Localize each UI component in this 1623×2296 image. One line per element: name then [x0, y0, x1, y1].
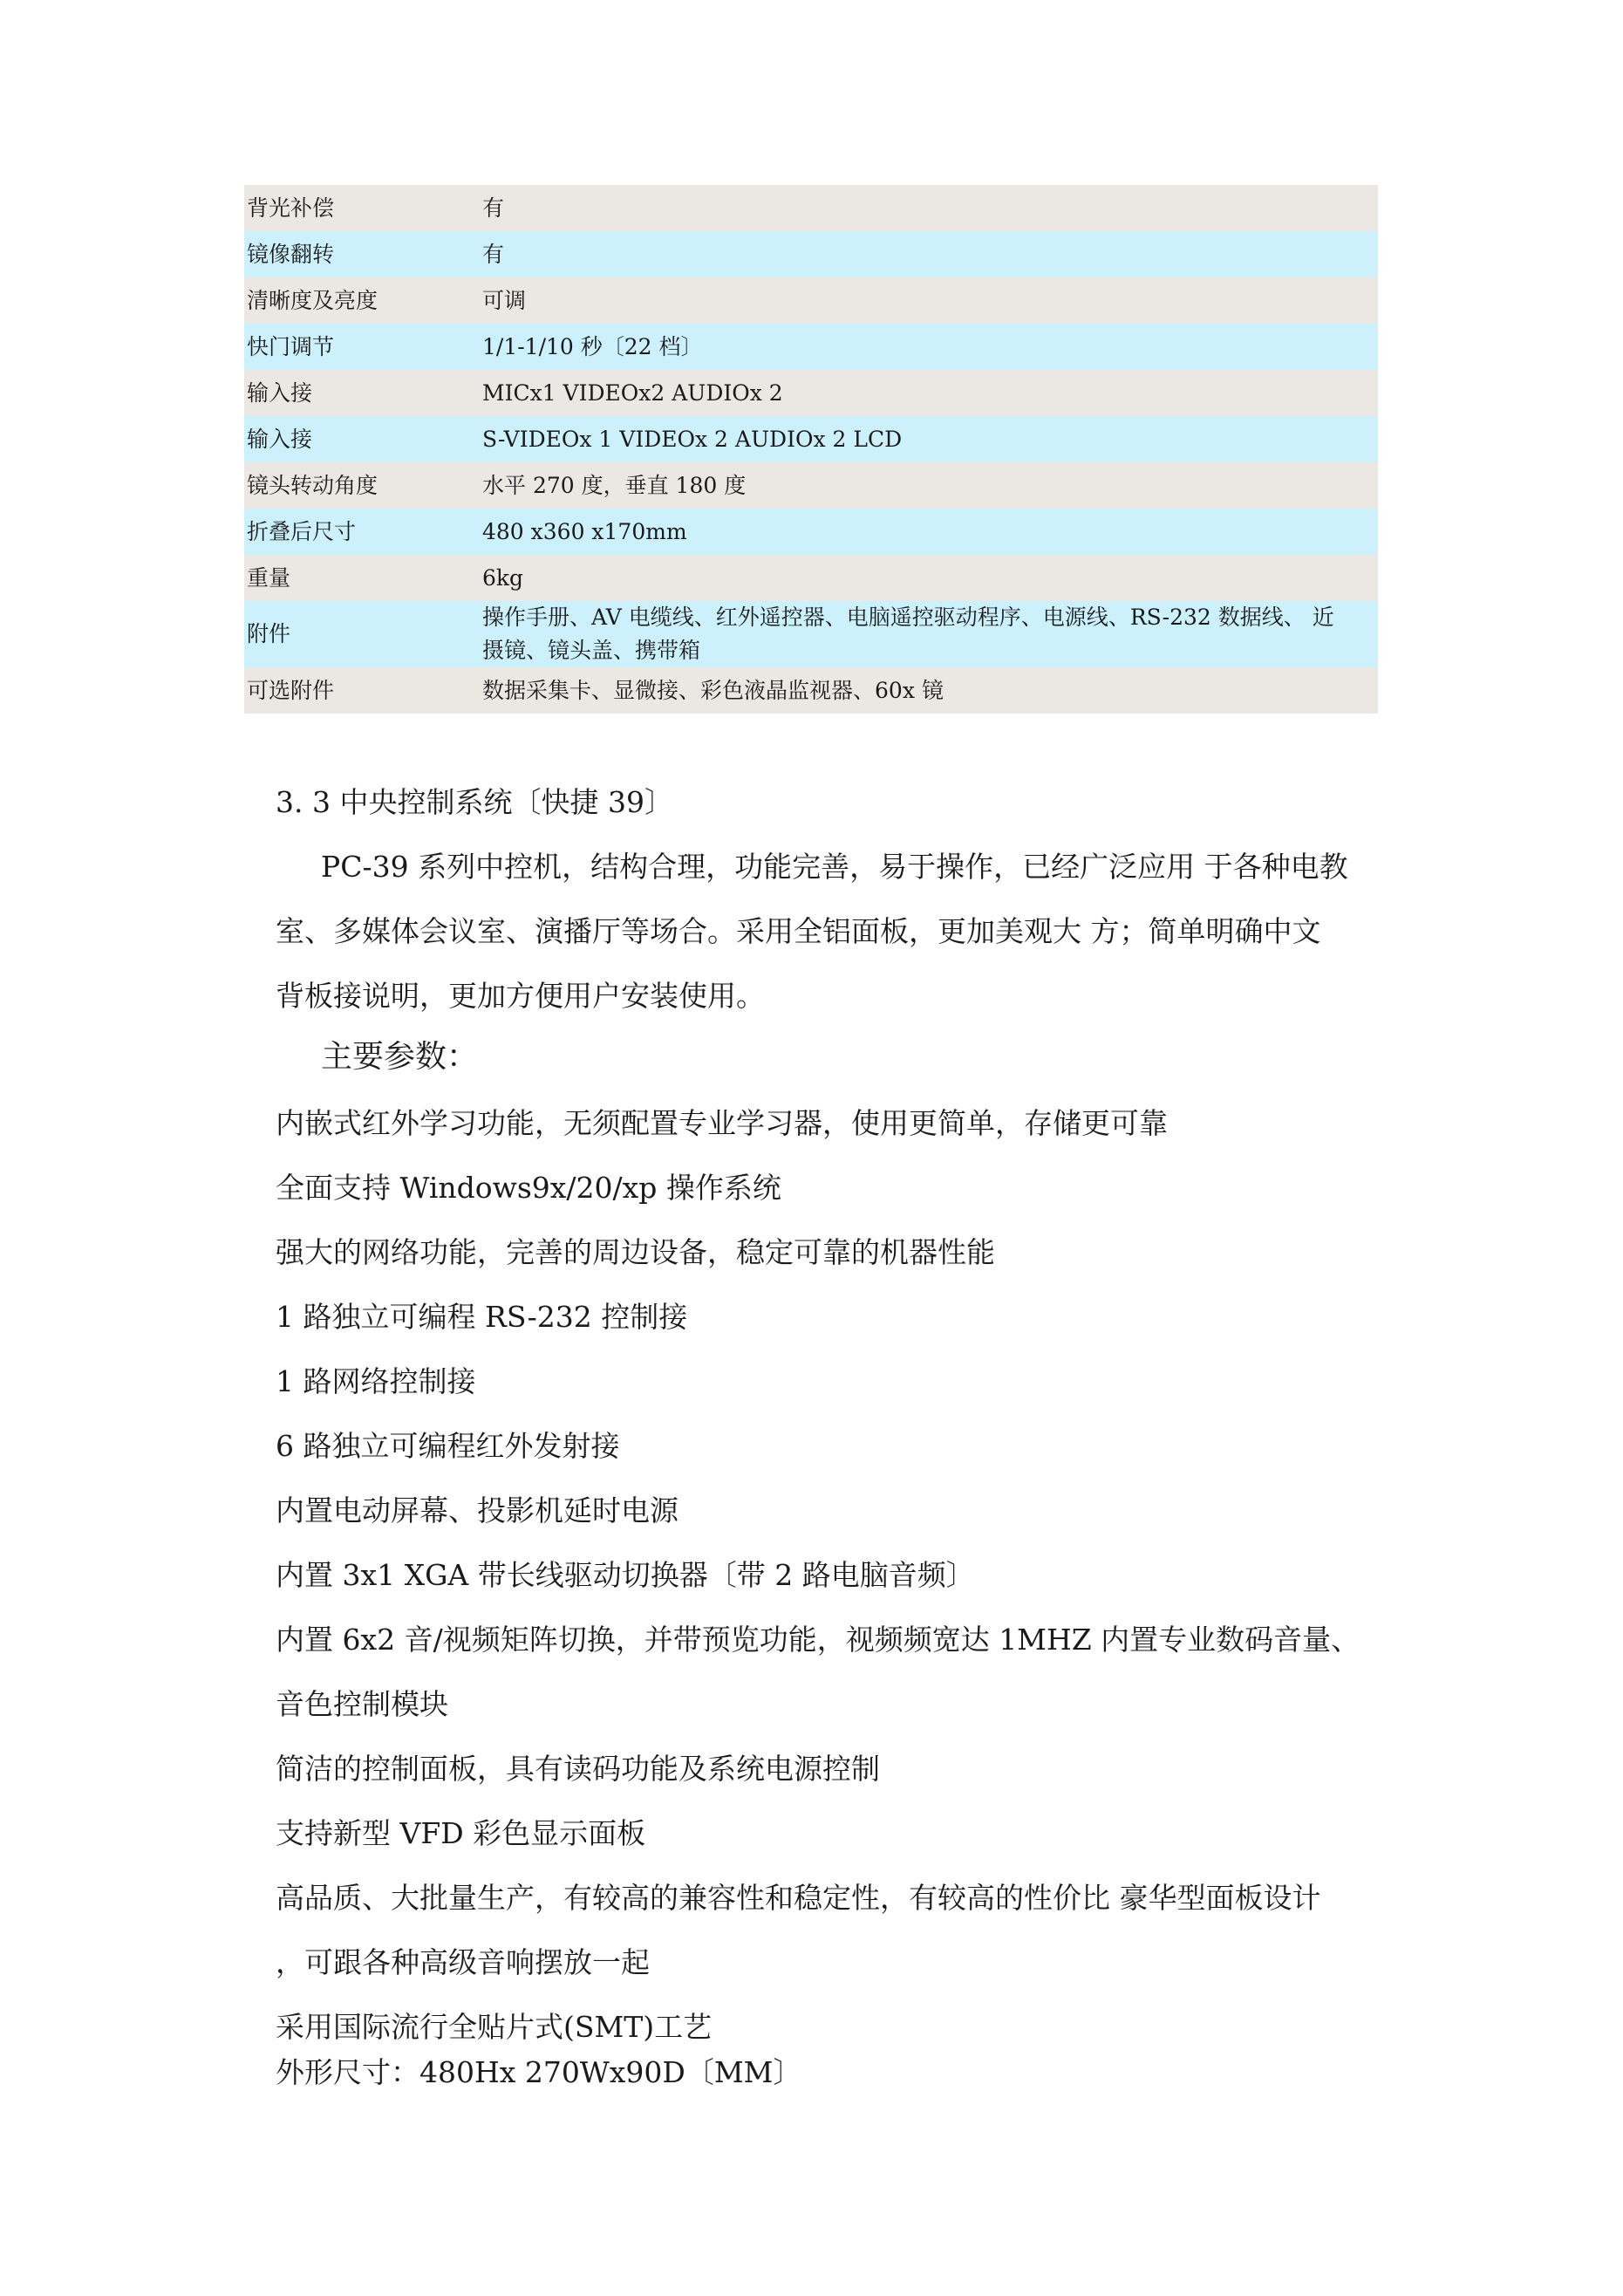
table-row	[244, 370, 1378, 416]
spec-value: 6kg	[482, 564, 524, 591]
spec-value-line: 操作手册、AV 电缆线、红外遥控器、电脑遥控驱动程序、电源线、RS-232 数据线、 近	[482, 605, 1334, 630]
param-item: 6 路独立可编程红外发射接	[276, 1429, 620, 1463]
param-item: 外形尺寸：480Hx 270Wx90D〔MM〕	[276, 2055, 802, 2089]
spec-label: 输入接	[247, 379, 313, 406]
param-item: 高品质、大批量生产，有较高的兼容性和稳定性，有较高的性价比 豪华型面板设计	[276, 1881, 1321, 1915]
spec-value: S-VIDEOx 1 VIDEOx 2 AUDIOx 2 LCD	[482, 426, 903, 452]
spec-value: 1/1-1/10 秒〔22 档〕	[482, 333, 703, 359]
spec-label: 重量	[247, 564, 291, 591]
spec-table	[244, 185, 1378, 714]
param-item: 支持新型 VFD 彩色显示面板	[276, 1816, 646, 1850]
table-row	[244, 667, 1378, 714]
spec-label: 清晰度及亮度	[247, 287, 378, 313]
spec-value: MICx1 VIDEOx2 AUDIOx 2	[482, 379, 783, 406]
intro-paragraph-line: 背板接说明，更加方便用户安装使用。	[276, 979, 765, 1013]
spec-value	[482, 601, 1378, 667]
param-item: 内嵌式红外学习功能，无须配置专业学习器，使用更简单，存储更可靠	[276, 1106, 1168, 1140]
spec-label: 镜头转动角度	[247, 472, 378, 498]
param-item: 强大的网络功能，完善的周边设备，稳定可靠的机器性能	[276, 1235, 995, 1269]
table-row	[244, 555, 1378, 601]
spec-label: 背光补偿	[247, 195, 335, 221]
param-item: 内置 3x1 XGA 带长线驱动切换器〔带 2 路电脑音频〕	[276, 1558, 975, 1592]
spec-label: 输入接	[247, 426, 313, 452]
param-item: 1 路网络控制接	[276, 1364, 476, 1398]
params-heading: 主要参数：	[321, 1039, 479, 1075]
table-row	[244, 277, 1378, 324]
param-item: 内置 6x2 音/视频矩阵切换，并带预览功能，视频频宽达 1MHZ 内置专业数码音量、	[276, 1623, 1360, 1657]
param-item: 1 路独立可编程 RS-232 控制接	[276, 1300, 688, 1334]
spec-label: 折叠后尺寸	[247, 518, 357, 544]
spec-label: 可选附件	[247, 677, 335, 703]
param-item: 音色控制模块	[276, 1687, 448, 1721]
table-row	[244, 231, 1378, 277]
spec-value: 可调	[482, 287, 527, 313]
spec-value-line: 摄镜、镜头盖、携带箱	[482, 638, 701, 663]
spec-value: 有	[482, 241, 505, 267]
intro-paragraph-line: PC-39 系列中控机，结构合理，功能完善，易于操作，已经广泛应用 于各种电教	[321, 850, 1348, 884]
spec-label: 附件	[247, 621, 291, 646]
table-row	[244, 324, 1378, 370]
param-item: 采用国际流行全贴片式(SMT)工艺	[276, 2010, 713, 2044]
spec-label: 镜像翻转	[247, 241, 335, 267]
table-row	[244, 185, 1378, 231]
spec-value: 有	[482, 195, 505, 221]
table-row	[244, 509, 1378, 555]
param-item: 简洁的控制面板，具有读码功能及系统电源控制	[276, 1752, 880, 1786]
section-heading: 3. 3 中央控制系统〔快捷 39〕	[276, 785, 673, 819]
table-row	[244, 601, 1378, 667]
table-row	[244, 416, 1378, 462]
table-row	[244, 462, 1378, 509]
spec-value: 水平 270 度，垂直 180 度	[482, 472, 747, 498]
intro-paragraph-line: 室、多媒体会议室、演播厅等场合。采用全铝面板，更加美观大 方；简单明确中文	[276, 914, 1321, 948]
param-item: 内置电动屏幕、投影机延时电源	[276, 1493, 679, 1527]
spec-label: 快门调节	[247, 333, 335, 359]
param-item: ，可跟各种高级音响摆放一起	[276, 1945, 650, 1979]
spec-value: 数据采集卡、显微接、彩色液晶监视器、60x 镜	[482, 677, 944, 703]
param-item: 全面支持 Windows9x/20/xp 操作系统	[276, 1171, 781, 1205]
spec-value: 480 x360 x170mm	[482, 518, 687, 544]
